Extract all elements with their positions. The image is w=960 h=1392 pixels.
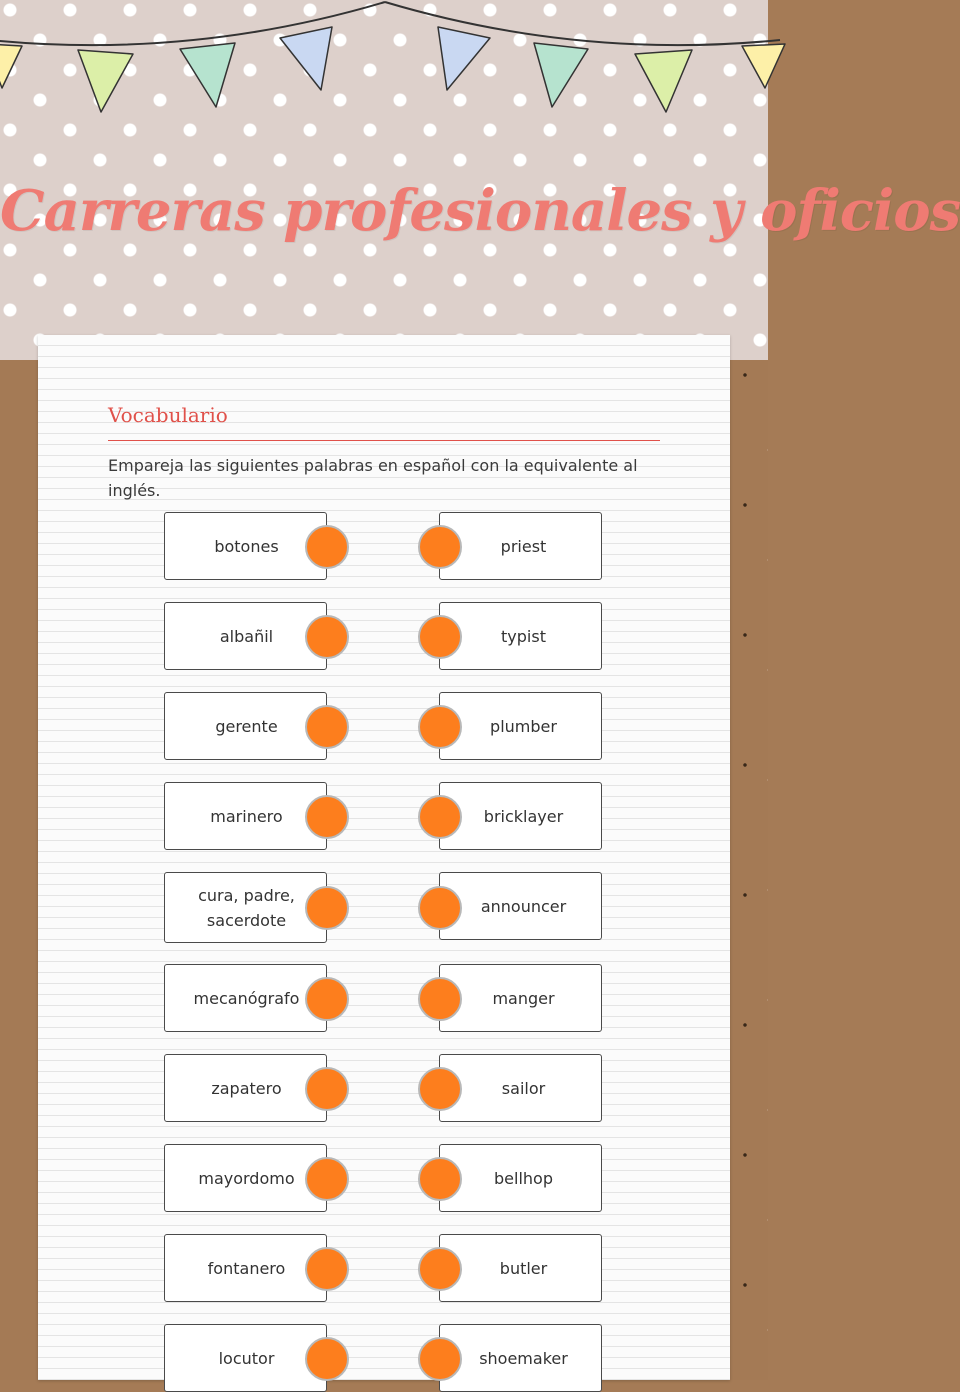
right-card-label: bricklayer (483, 806, 564, 826)
left-card-label: marinero (210, 806, 283, 826)
left-card-fontanero (164, 1234, 327, 1302)
worksheet-paper (38, 335, 730, 1380)
left-card-label: albañil (219, 626, 274, 646)
bunting-flag (635, 50, 692, 112)
left-connector-dot[interactable] (305, 525, 349, 569)
left-card-label: mayordomo (198, 1168, 295, 1188)
right-card-label: plumber (490, 716, 557, 736)
page-title: Carreras profesionales y oficios (0, 178, 960, 244)
right-card-label: shoemaker (479, 1348, 568, 1368)
right-connector-dot[interactable] (418, 1337, 462, 1381)
right-card-plumber (439, 692, 602, 760)
left-connector-dot[interactable] (305, 1337, 349, 1381)
right-connector-dot[interactable] (418, 615, 462, 659)
left-card-label: locutor (218, 1348, 275, 1368)
left-card-label: zapatero (211, 1078, 282, 1098)
left-connector-dot[interactable] (305, 615, 349, 659)
right-connector-dot[interactable] (418, 525, 462, 569)
right-card-label: sailor (501, 1078, 546, 1098)
right-connector-dot[interactable] (418, 705, 462, 749)
right-card-announcer (439, 872, 602, 940)
right-card-sailor (439, 1054, 602, 1122)
right-connector-dot[interactable] (418, 1247, 462, 1291)
right-card-label: announcer (480, 896, 567, 916)
left-card-gerente (164, 692, 327, 760)
right-connector-dot[interactable] (418, 795, 462, 839)
left-connector-dot[interactable] (305, 1067, 349, 1111)
bunting-flag (742, 44, 785, 88)
right-card-bricklayer (439, 782, 602, 850)
right-card-label: priest (500, 536, 547, 556)
right-card-butler (439, 1234, 602, 1302)
right-card-label: butler (499, 1258, 548, 1278)
bunting-flag (78, 50, 133, 112)
left-card-botones (164, 512, 327, 580)
right-card-manger (439, 964, 602, 1032)
left-connector-dot[interactable] (305, 1157, 349, 1201)
right-connector-dot[interactable] (418, 977, 462, 1021)
left-connector-dot[interactable] (305, 795, 349, 839)
right-connector-dot[interactable] (418, 886, 462, 930)
left-card-label: botones (214, 536, 279, 556)
left-connector-dot[interactable] (305, 705, 349, 749)
section-title: Vocabulario (108, 403, 228, 427)
right-card-bellhop (439, 1144, 602, 1212)
right-card-label: bellhop (494, 1168, 553, 1188)
right-card-typist (439, 602, 602, 670)
left-card-mayordomo (164, 1144, 327, 1212)
left-card-zapatero (164, 1054, 327, 1122)
left-connector-dot[interactable] (305, 977, 349, 1021)
left-connector-dot[interactable] (305, 1247, 349, 1291)
left-card-label: gerente (215, 716, 278, 736)
bunting-flag (438, 27, 490, 90)
right-card-label: typist (501, 626, 546, 646)
right-card-label: manger (492, 988, 555, 1008)
right-connector-dot[interactable] (418, 1067, 462, 1111)
right-card-priest (439, 512, 602, 580)
bunting-flag (280, 27, 332, 90)
left-card-marinero (164, 782, 327, 850)
instructions-text: Empareja las siguientes palabras en español con la equivalente al inglés. (108, 456, 638, 500)
left-card-label: cura, padre, sacerdote (198, 885, 295, 930)
left-card-locutor (164, 1324, 327, 1392)
right-connector-dot[interactable] (418, 1157, 462, 1201)
bunting-decoration (0, 0, 768, 130)
left-card-mecanografo (164, 964, 327, 1032)
matching-exercise (38, 335, 730, 1380)
left-card-albanil (164, 602, 327, 670)
bunting-flag (0, 44, 22, 88)
bunting-flag (534, 43, 588, 107)
left-connector-dot[interactable] (305, 886, 349, 930)
bunting-flag (180, 43, 235, 107)
left-card-label: mecanógrafo (193, 988, 300, 1008)
left-card-cura (164, 872, 327, 943)
right-card-shoemaker (439, 1324, 602, 1392)
left-card-label: fontanero (207, 1258, 286, 1278)
